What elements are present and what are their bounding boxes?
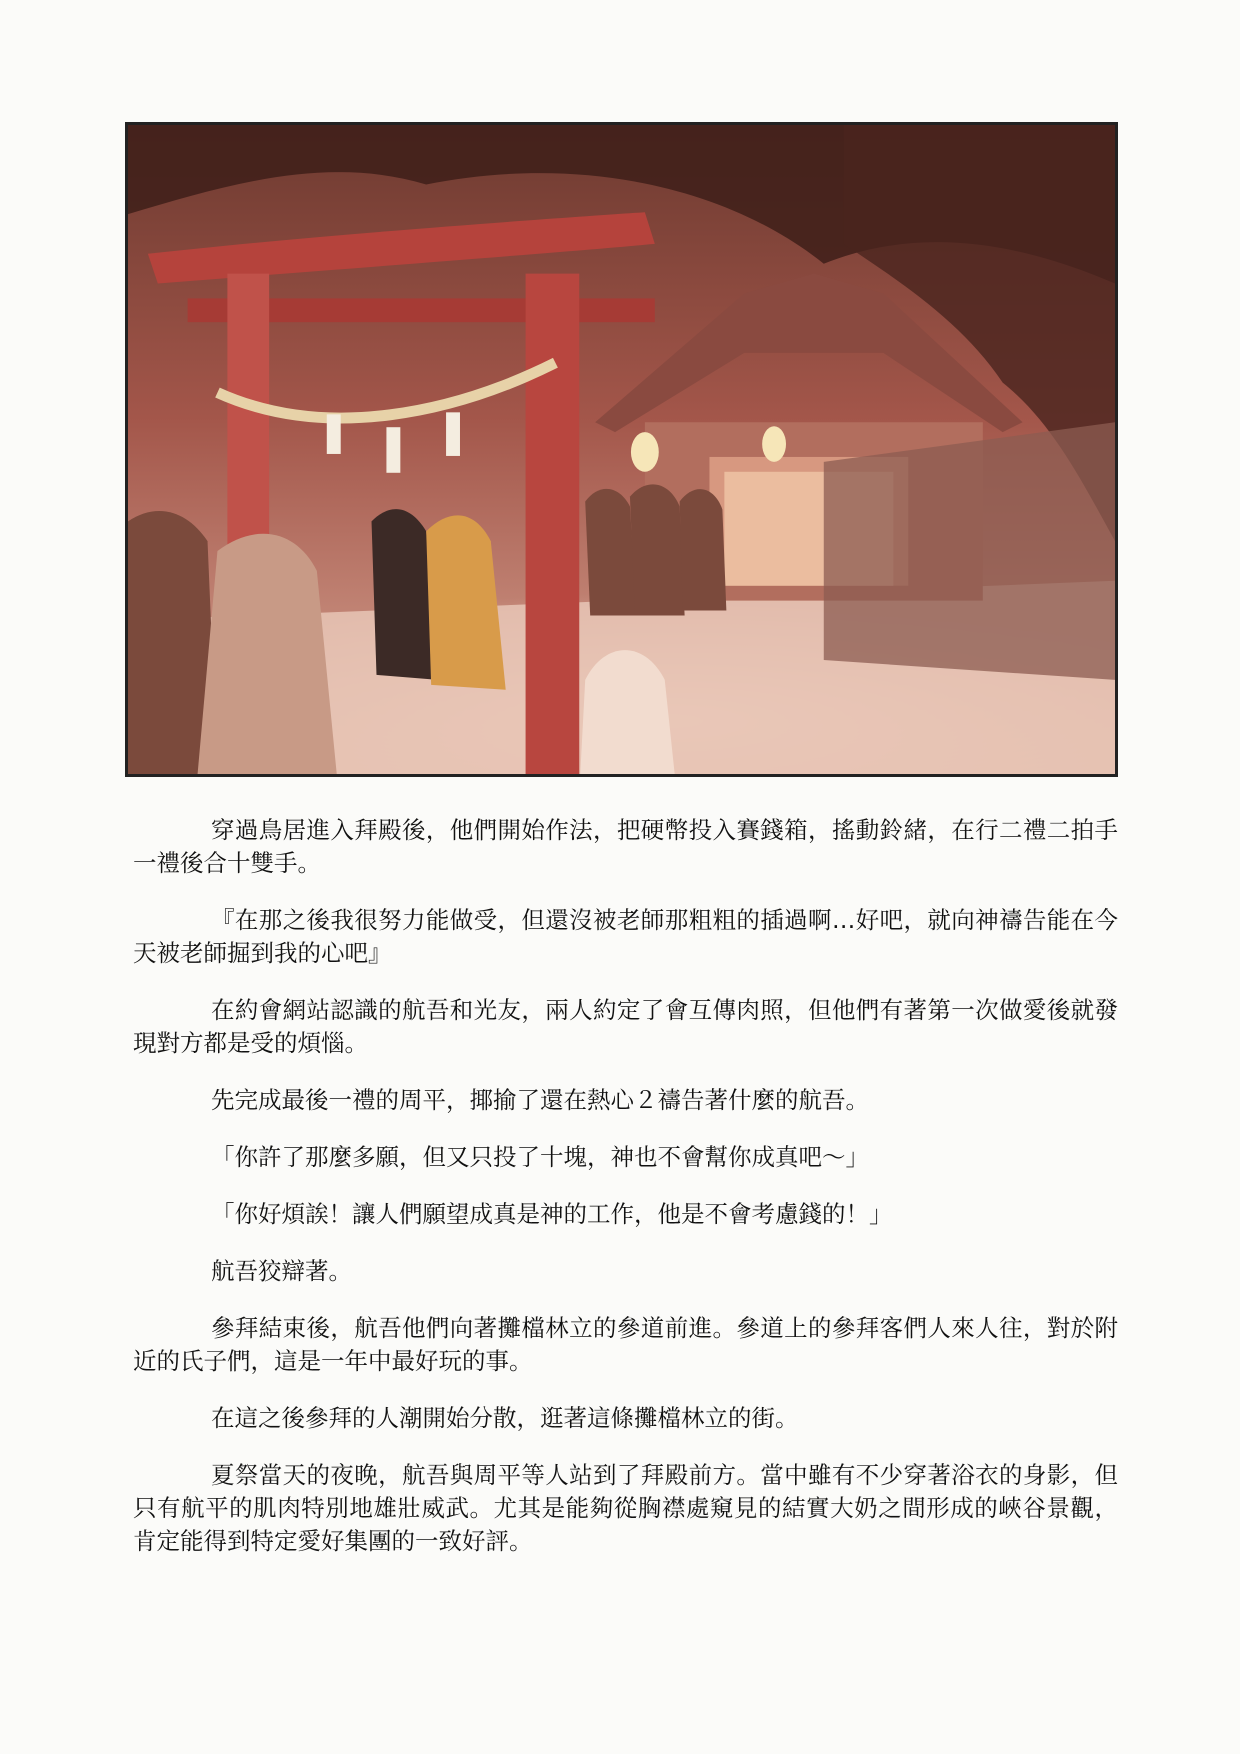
paragraph: 夏祭當天的夜晚，航吾與周平等人站到了拜殿前方。當中雖有不少穿著浴衣的身影，但只有航平的肌肉特別地雄壯威武。尤其是能夠從胸襟處窺見的結實大奶之間形成的峽谷景觀，肯定能得到特定愛好集團的一致好評。: [133, 1461, 1118, 1555]
paragraph: 在這之後參拜的人潮開始分散，逛著這條攤檔林立的街。: [211, 1404, 799, 1432]
story-text: [133, 814, 1118, 1582]
paragraph: 『在那之後我很努力能做受，但還沒被老師那粗粗的插過啊…好吧，就向神禱告能在今天被老師掘到我的心吧』: [133, 906, 1118, 967]
paragraph: 先完成最後一禮的周平，揶揄了還在熱心２禱告著什麼的航吾。: [211, 1086, 869, 1114]
paragraph: 在約會網站認識的航吾和光友，兩人約定了會互傳肉照，但他們有著第一次做愛後就發現對方都是受的煩惱。: [133, 996, 1118, 1057]
shrine-illustration: [125, 122, 1118, 777]
paragraph: 「你許了那麼多願，但又只投了十塊，神也不會幫你成真吧～」: [211, 1143, 869, 1171]
paragraph: 參拜結束後，航吾他們向著攤檔林立的參道前進。參道上的參拜客們人來人往，對於附近的氏子們，這是一年中最好玩的事。: [133, 1314, 1118, 1375]
shrine-scene: [128, 125, 1115, 774]
paragraph: 「你好煩誒！讓人們願望成真是神的工作，他是不會考慮錢的！」: [211, 1200, 893, 1228]
paragraph: 航吾狡辯著。: [211, 1257, 352, 1285]
paragraph: 穿過鳥居進入拜殿後，他們開始作法，把硬幣投入賽錢箱，搖動鈴緒，在行二禮二拍手一禮後合十雙手。: [133, 816, 1118, 877]
